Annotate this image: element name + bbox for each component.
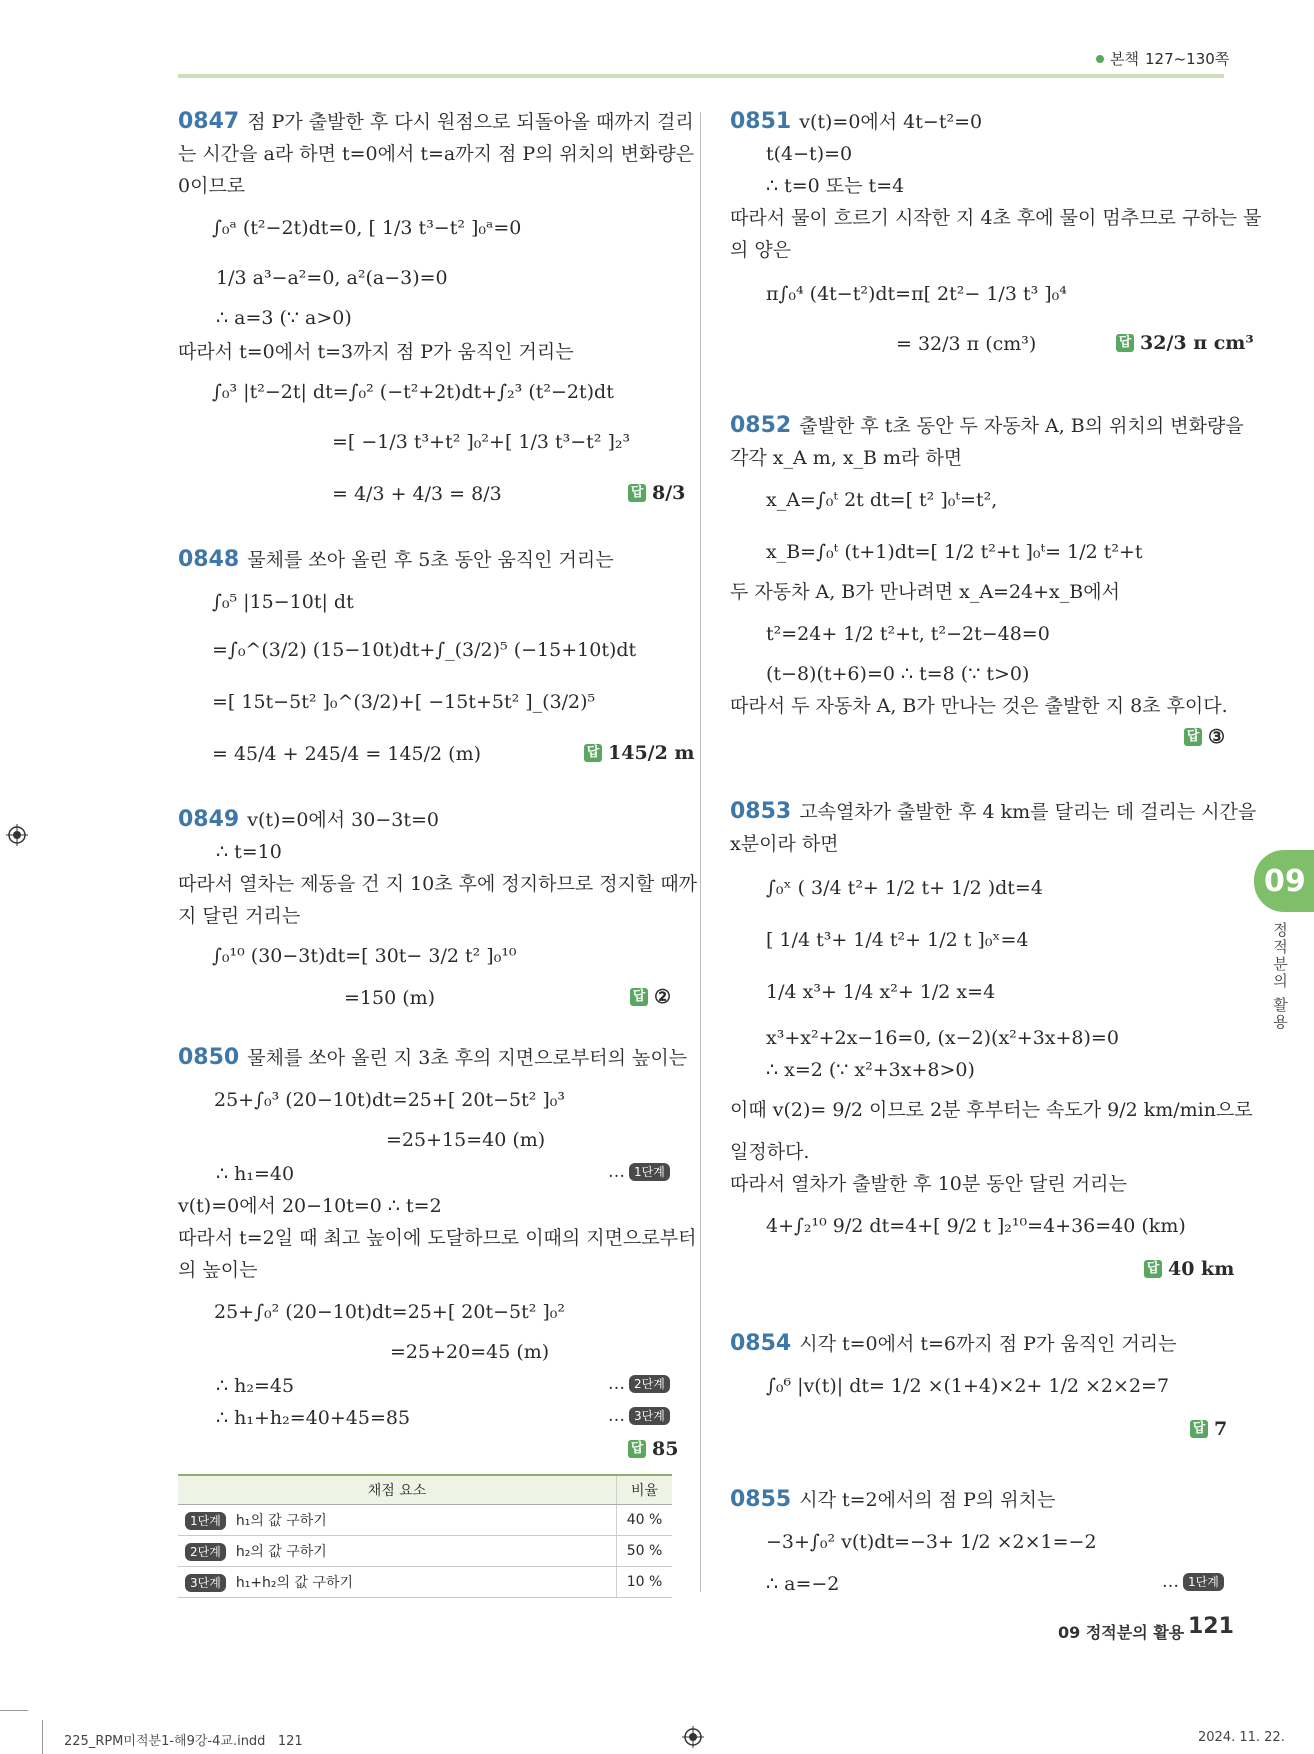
- math-line: ∫₀³ |t²−2t| dt=∫₀² (−t²+2t)dt+∫₂³ (t²−2t)dt: [212, 381, 614, 403]
- problem-number: 0852: [730, 413, 792, 438]
- math-line: ∴ h₁=40: [216, 1163, 295, 1185]
- footer-page-number: 121: [1188, 1614, 1234, 1639]
- step-marker-1: … 1단계: [608, 1162, 670, 1182]
- answer-badge: 답: [584, 744, 602, 762]
- step-badge: 1단계: [1183, 1573, 1224, 1591]
- table-cell: 1단계 h₁의 값 구하기: [178, 1505, 617, 1536]
- problem-0850-line-1: 0850 물체를 쏘아 올린 지 3초 후의 지면으로부터의 높이는: [178, 1045, 688, 1070]
- chapter-tab-number: 09: [1264, 863, 1306, 899]
- math-line: =25+20=45 (m): [390, 1341, 550, 1363]
- math-line: ∴ t=0 또는 t=4: [766, 175, 905, 197]
- answer-value: 85: [652, 1438, 679, 1460]
- text-line: 따라서 t=0에서 t=3까지 점 P가 움직인 거리는: [178, 341, 574, 363]
- math-line: x³+x²+2x−16=0, (x−2)(x²+3x+8)=0: [766, 1027, 1119, 1049]
- trim-line: [42, 1720, 43, 1754]
- text-line: 각각 x_A m, x_B m라 하면: [730, 447, 963, 469]
- math-line: 1/4 x³+ 1/4 x²+ 1/2 x=4: [766, 981, 996, 1003]
- header-ref: [1096, 48, 1229, 69]
- math-line: = 45/4 + 245/4 = 145/2 (m): [212, 743, 482, 765]
- math-line: =[ 15t−5t² ]₀^(3/2)+[ −15t+5t² ]_(3/2)⁵: [212, 691, 596, 713]
- text-line: 지 달린 거리는: [178, 905, 301, 927]
- step-marker-2: … 2단계: [608, 1374, 670, 1394]
- table-header: 채점 요소: [178, 1475, 617, 1505]
- answer-0848: [584, 742, 695, 764]
- table-cell: 40 %: [617, 1505, 673, 1536]
- answer-0851: [1116, 332, 1254, 354]
- math-line: =[ −1/3 t³+t² ]₀²+[ 1/3 t³−t² ]₂³: [332, 431, 631, 453]
- registration-mark-icon: [682, 1726, 704, 1752]
- math-line: ∴ h₂=45: [216, 1375, 295, 1397]
- table-row: [178, 1505, 672, 1536]
- table-cell: 10 %: [617, 1567, 673, 1598]
- math-line: = 4/3 + 4/3 = 8/3: [332, 483, 502, 505]
- text-line: 의 양은: [730, 239, 792, 261]
- table-row: [178, 1536, 672, 1567]
- ref-label: 본책: [1110, 50, 1139, 68]
- answer-value: 32/3 π cm³: [1140, 332, 1254, 354]
- text-line: 따라서 열차가 출발한 후 10분 동안 달린 거리는: [730, 1173, 1127, 1195]
- problem-0855-line-1: 0855 시각 t=2에서의 점 P의 위치는: [730, 1487, 1056, 1512]
- problem-number: 0853: [730, 799, 792, 824]
- answer-0853: [1144, 1258, 1234, 1280]
- answer-value: ③: [1208, 726, 1226, 748]
- scoring-table: [178, 1474, 672, 1598]
- text-line: 따라서 t=2일 때 최고 높이에 도달하므로 이때의 지면으로부터: [178, 1227, 697, 1249]
- step-badge: 3단계: [629, 1407, 670, 1425]
- problem-number: 0850: [178, 1045, 240, 1070]
- answer-badge: 답: [1116, 334, 1134, 352]
- answer-badge: 답: [630, 988, 648, 1006]
- answer-value: 7: [1214, 1418, 1228, 1440]
- text-line: 일정하다.: [730, 1141, 810, 1163]
- answer-0850: [628, 1438, 678, 1460]
- math-line: (t−8)(t+6)=0 ∴ t=8 (∵ t>0): [766, 663, 1030, 685]
- text-line: x분이라 하면: [730, 833, 839, 855]
- math-line: v(t)=0에서 20−10t=0 ∴ t=2: [178, 1195, 442, 1217]
- text-line: 따라서 물이 흐르기 시작한 지 4초 후에 물이 멈추므로 구하는 물: [730, 207, 1262, 229]
- footer-file: 225_RPM미적분1-해9강-4교.indd 121: [64, 1734, 303, 1749]
- text-line: 의 높이는: [178, 1259, 258, 1281]
- table-cell: 50 %: [617, 1536, 673, 1567]
- problem-0853-line-1: 0853 고속열차가 출발한 후 4 km를 달리는 데 걸리는 시간을: [730, 799, 1257, 824]
- problem-number: 0848: [178, 547, 240, 572]
- math-line: 25+∫₀² (20−10t)dt=25+[ 20t−5t² ]₀²: [214, 1301, 566, 1323]
- problem-0848-line-1: 0848 물체를 쏘아 올린 후 5초 동안 움직인 거리는: [178, 547, 614, 572]
- answer-badge: 답: [1184, 728, 1202, 746]
- math-line: =∫₀^(3/2) (15−10t)dt+∫_(3/2)⁵ (−15+10t)dt: [212, 639, 637, 661]
- chapter-tab: [1254, 850, 1314, 912]
- problem-0851-line-1: 0851 v(t)=0에서 4t−t²=0: [730, 109, 983, 134]
- text-line: 는 시간을 a라 하면 t=0에서 t=a까지 점 P의 위치의 변화량은: [178, 143, 695, 165]
- footer-chapter: 09 정적분의 활용: [1058, 1623, 1185, 1642]
- math-line: ∫₀¹⁰ (30−3t)dt=[ 30t− 3/2 t² ]₀¹⁰: [212, 945, 517, 967]
- math-line: ∫₀⁶ |v(t)| dt= 1/2 ×(1+4)×2+ 1/2 ×2×2=7: [766, 1375, 1170, 1397]
- answer-badge: 답: [628, 1440, 646, 1458]
- answer-value: 8/3: [652, 482, 686, 504]
- step-marker-0855: … 1단계: [1162, 1572, 1224, 1592]
- table-header: 비율: [617, 1475, 673, 1505]
- text-line: 두 자동차 A, B가 만나려면 x_A=24+x_B에서: [730, 581, 1120, 603]
- chapter-tab-text: 정적분의 활용: [1271, 922, 1289, 1031]
- math-line: x_B=∫₀ᵗ (t+1)dt=[ 1/2 t²+t ]₀ᵗ= 1/2 t²+t: [766, 541, 1143, 563]
- math-line: ∴ x=2 (∵ x²+3x+8>0): [766, 1059, 975, 1081]
- bullet-icon: [1096, 55, 1104, 63]
- math-line: ∴ a=−2: [766, 1573, 840, 1595]
- math-line: t(4−t)=0: [766, 143, 853, 165]
- step-badge: 1단계: [629, 1163, 670, 1181]
- text-line: 따라서 열차는 제동을 건 지 10초 후에 정지하므로 정지할 때까: [178, 873, 698, 895]
- column-divider: [700, 112, 701, 1592]
- problem-0854-line-1: 0854 시각 t=0에서 t=6까지 점 P가 움직인 거리는: [730, 1331, 1177, 1356]
- answer-badge: 답: [1144, 1260, 1162, 1278]
- math-line: ∴ h₁+h₂=40+45=85: [216, 1407, 411, 1429]
- math-line: −3+∫₀² v(t)dt=−3+ 1/2 ×2×1=−2: [766, 1531, 1097, 1553]
- step-marker-3: … 3단계: [608, 1406, 670, 1426]
- math-line: 1/3 a³−a²=0, a²(a−3)=0: [216, 267, 448, 289]
- header-rule: [178, 74, 1224, 78]
- table-row: [178, 1567, 672, 1598]
- problem-number: 0854: [730, 1331, 792, 1356]
- table-header-row: [178, 1475, 672, 1505]
- math-line: ∫₀ᵃ (t²−2t)dt=0, [ 1/3 t³−t² ]₀ᵃ=0: [212, 217, 522, 239]
- answer-0849: [630, 986, 671, 1008]
- registration-mark-icon: [6, 824, 28, 850]
- problem-number: 0855: [730, 1487, 792, 1512]
- math-line: ∫₀ˣ ( 3/4 t²+ 1/2 t+ 1/2 )dt=4: [766, 877, 1043, 899]
- answer-0852: [1184, 726, 1225, 748]
- problem-0849-line-1: 0849 v(t)=0에서 30−3t=0: [178, 807, 440, 832]
- math-line: 4+∫₂¹⁰ 9/2 dt=4+[ 9/2 t ]₂¹⁰=4+36=40 (km): [766, 1215, 1186, 1237]
- answer-0854: [1190, 1418, 1227, 1440]
- trim-line: [0, 1710, 28, 1711]
- problem-0852-line-1: 0852 출발한 후 t초 동안 두 자동차 A, B의 위치의 변화량을: [730, 413, 1244, 438]
- problem-number: 0847: [178, 109, 240, 134]
- answer-value: 145/2 m: [608, 742, 695, 764]
- text-line: 이때 v(2)= 9/2 이므로 2분 후부터는 속도가 9/2 km/min으로: [730, 1099, 1253, 1121]
- problem-number: 0849: [178, 807, 240, 832]
- math-line: π∫₀⁴ (4t−t²)dt=π[ 2t²− 1/3 t³ ]₀⁴: [766, 283, 1067, 305]
- text-line: 0이므로: [178, 175, 246, 197]
- answer-badge: 답: [628, 484, 646, 502]
- math-line: ∴ t=10: [216, 841, 282, 863]
- text-line: 따라서 두 자동차 A, B가 만나는 것은 출발한 지 8초 후이다.: [730, 695, 1228, 717]
- step-badge: 2단계: [629, 1375, 670, 1393]
- problem-number: 0851: [730, 109, 792, 134]
- answer-0847: [628, 482, 685, 504]
- table-cell: 2단계 h₂의 값 구하기: [178, 1536, 617, 1567]
- table-cell: 3단계 h₁+h₂의 값 구하기: [178, 1567, 617, 1598]
- math-line: t²=24+ 1/2 t²+t, t²−2t−48=0: [766, 623, 1050, 645]
- math-line: =150 (m): [344, 987, 436, 1009]
- math-line: x_A=∫₀ᵗ 2t dt=[ t² ]₀ᵗ=t²,: [766, 489, 998, 511]
- math-line: ∴ a=3 (∵ a>0): [216, 307, 352, 329]
- problem-0847-line-1: 0847 점 P가 출발한 후 다시 원점으로 되돌아올 때까지 걸리: [178, 109, 694, 134]
- answer-value: ②: [654, 986, 672, 1008]
- ref-pages: 127~130쪽: [1144, 50, 1230, 68]
- math-line: 25+∫₀³ (20−10t)dt=25+[ 20t−5t² ]₀³: [214, 1089, 566, 1111]
- answer-value: 40 km: [1168, 1258, 1235, 1280]
- math-line: [ 1/4 t³+ 1/4 t²+ 1/2 t ]₀ˣ=4: [766, 929, 1029, 951]
- math-line: ∫₀⁵ |15−10t| dt: [212, 591, 354, 613]
- footer-date: 2024. 11. 22.: [1198, 1730, 1285, 1745]
- answer-badge: 답: [1190, 1420, 1208, 1438]
- math-line: = 32/3 π (cm³): [896, 333, 1037, 355]
- math-line: =25+15=40 (m): [386, 1129, 546, 1151]
